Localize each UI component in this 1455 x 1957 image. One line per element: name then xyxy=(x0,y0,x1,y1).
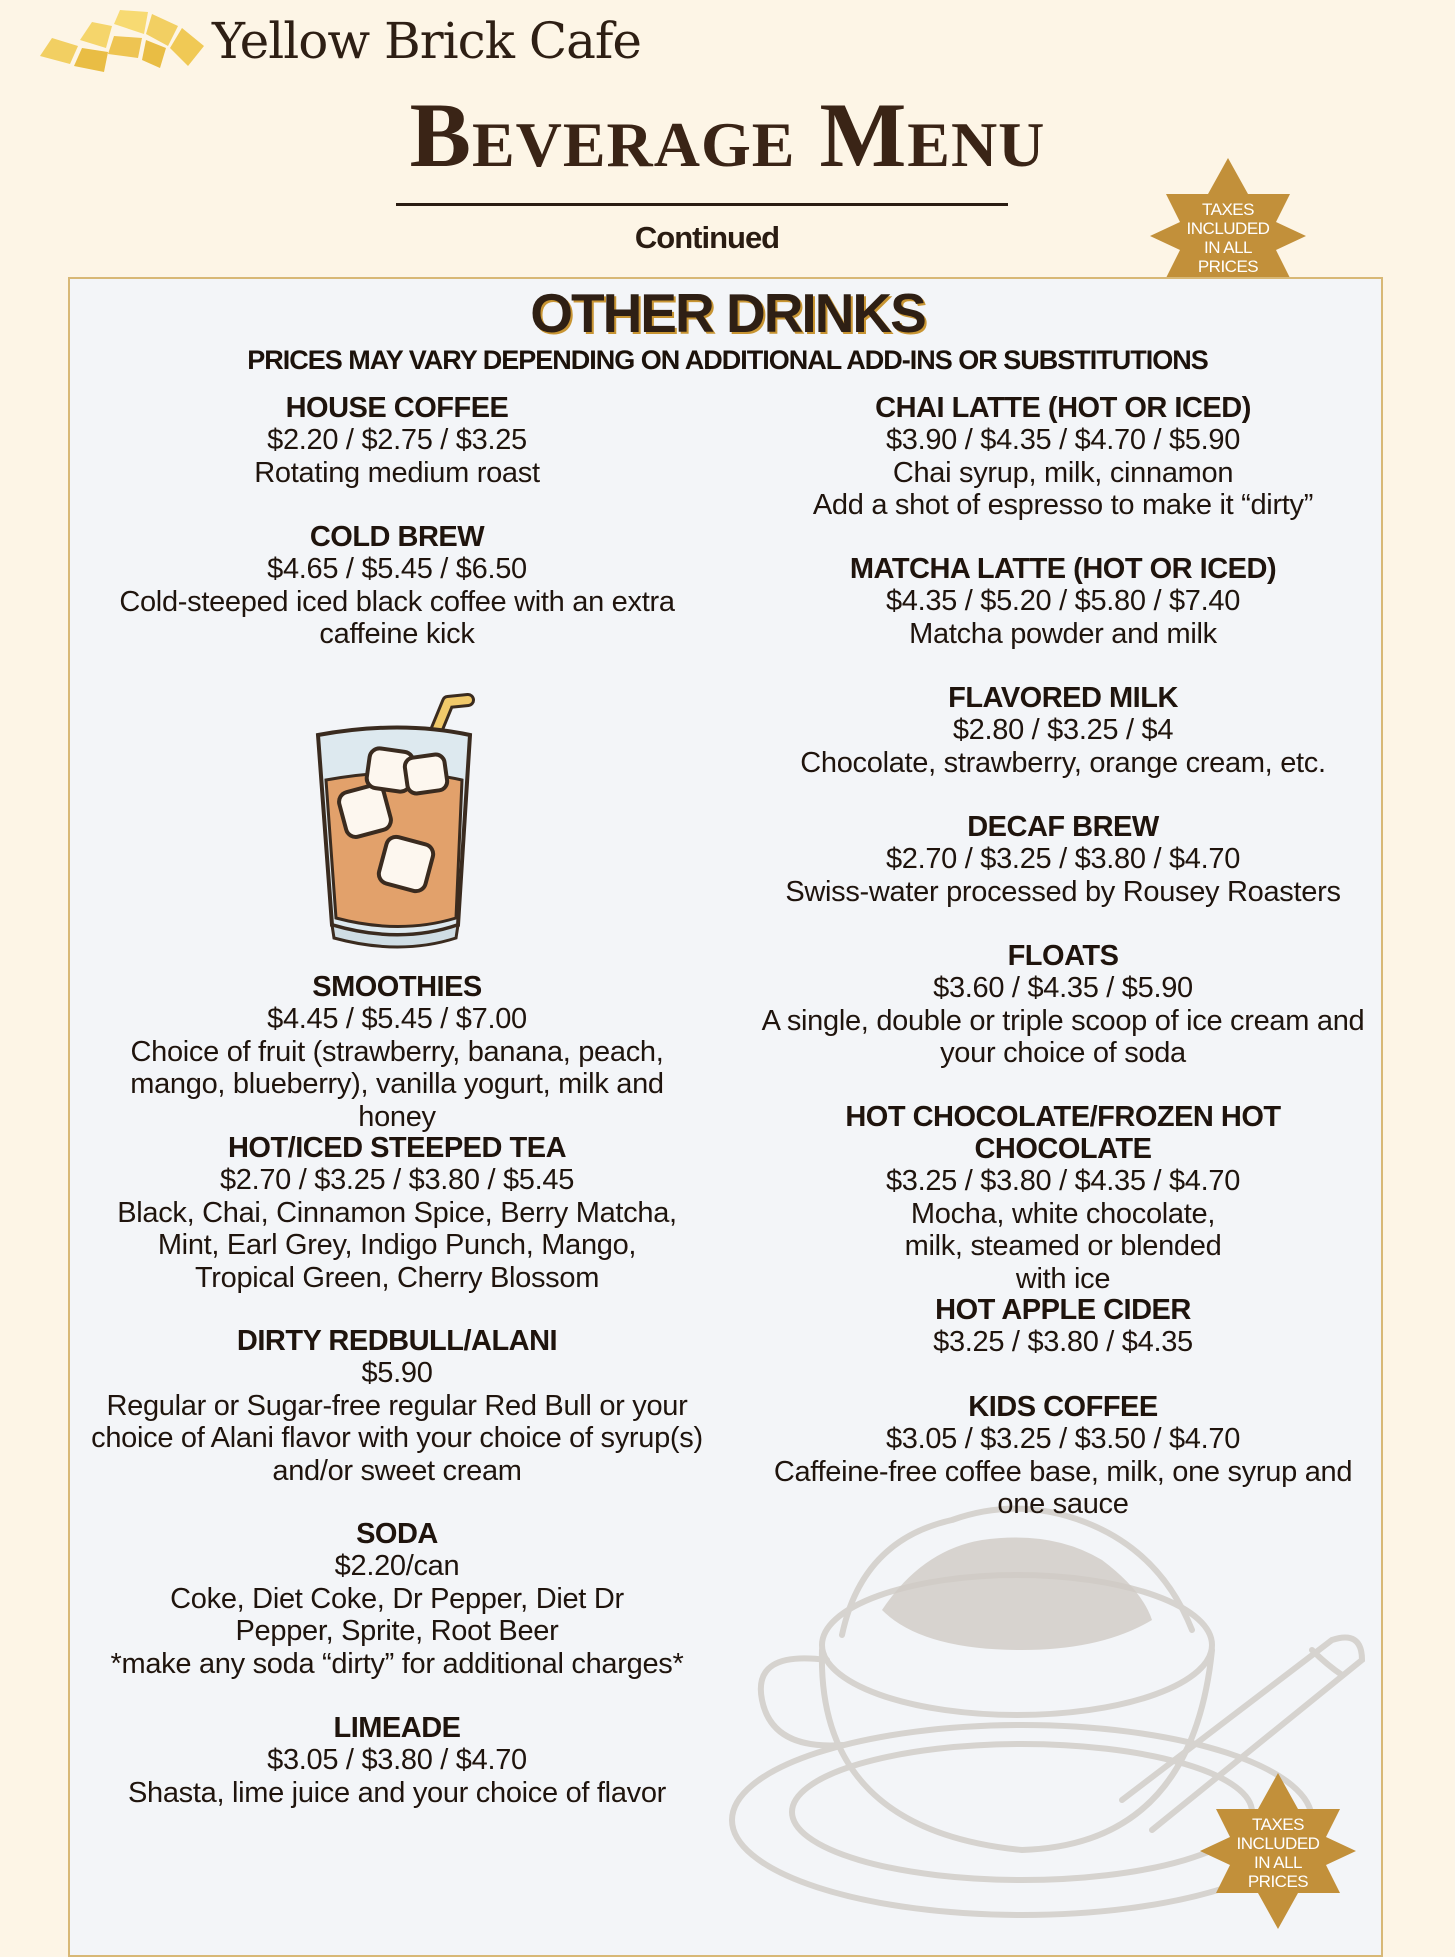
item-name: SMOOTHIES xyxy=(312,971,482,1003)
menu-item xyxy=(82,1132,712,1294)
item-note: Add a shot of espresso to make it “dirty” xyxy=(812,489,1314,521)
badge-text: TAXES INCLUDED IN ALL PRICES xyxy=(1236,1815,1320,1891)
item-name: FLAVORED MILK xyxy=(948,682,1178,714)
item-description: Matcha powder and milk xyxy=(909,617,1217,650)
item-name: LIMEADE xyxy=(333,1712,461,1744)
item-name: CHAI LATTE (HOT OR ICED) xyxy=(875,392,1251,424)
item-description: Black, Chai, Cinnamon Spice, Berry Matcha, Mint, Earl Grey, Indigo Punch, Mango, Tropical Green, Cherry Blossom xyxy=(117,1196,677,1294)
item-description: Coke, Diet Coke, Dr Pepper, Diet Dr Pepper, Sprite, Root Beer xyxy=(170,1582,624,1647)
badge-text: TAXES INCLUDED IN ALL PRICES xyxy=(1186,200,1270,276)
menu-item xyxy=(748,1101,1378,1295)
item-description: Swiss-water processed by Rousey Roasters xyxy=(785,875,1341,908)
item-description: Chai syrup, milk, cinnamon xyxy=(892,456,1234,489)
menu-item xyxy=(748,682,1378,779)
item-price: $2.20 / $2.75 / $3.25 xyxy=(267,424,527,456)
item-description: Chocolate, strawberry, orange cream, etc. xyxy=(800,746,1326,779)
menu-item xyxy=(748,940,1378,1070)
item-description: Mocha, white chocolate, milk, steamed or blended with ice xyxy=(904,1197,1222,1295)
menu-item xyxy=(748,553,1378,650)
item-description: A single, double or triple scoop of ice cream and your choice of soda xyxy=(761,1004,1365,1069)
taxes-included-badge xyxy=(1198,1771,1358,1931)
item-price: $4.65 / $5.45 / $6.50 xyxy=(267,553,527,585)
yellow-brick-logo-icon xyxy=(38,8,208,78)
item-name: FLOATS xyxy=(1007,940,1119,972)
menu-item xyxy=(748,1391,1378,1521)
item-price: $3.05 / $3.25 / $3.50 / $4.70 xyxy=(885,1423,1241,1455)
item-price: $3.60 / $4.35 / $5.90 xyxy=(933,972,1193,1004)
item-price: $3.90 / $4.35 / $4.70 / $5.90 xyxy=(885,424,1241,456)
item-description: Caffeine-free coffee base, milk, one syrup and one sauce xyxy=(773,1455,1353,1520)
menu-item xyxy=(82,521,712,651)
item-name: HOT/ICED STEEPED TEA xyxy=(227,1132,567,1164)
item-price: $2.70 / $3.25 / $3.80 / $5.45 xyxy=(219,1164,575,1196)
item-description: Shasta, lime juice and your choice of flavor xyxy=(127,1776,667,1809)
section-title: OTHER DRINKS xyxy=(530,282,925,344)
menu-item xyxy=(82,1712,712,1809)
item-name: MATCHA LATTE (HOT OR ICED) xyxy=(849,553,1277,585)
item-name: DECAF BREW xyxy=(967,811,1159,843)
item-description: Cold-steeped iced black coffee with an extra caffeine kick xyxy=(119,585,675,650)
item-description: Choice of fruit (strawberry, banana, peach, mango, blueberry), vanilla yogurt, milk and honey xyxy=(130,1035,664,1133)
menu-item xyxy=(82,1518,712,1680)
item-price: $4.45 / $5.45 / $7.00 xyxy=(267,1003,527,1035)
item-name: KIDS COFFEE xyxy=(968,1391,1158,1423)
item-price: $5.90 xyxy=(361,1357,433,1389)
item-name: HOUSE COFFEE xyxy=(285,392,509,424)
item-price: $2.70 / $3.25 / $3.80 / $4.70 xyxy=(885,843,1241,875)
iced-drink-illustration-icon xyxy=(310,680,490,950)
pricing-note: PRICES MAY VARY DEPENDING ON ADDITIONAL ADD-INS OR SUBSTITUTIONS xyxy=(247,345,1208,375)
page-title: Beverage Menu xyxy=(409,84,1046,186)
item-price: $3.25 / $3.80 / $4.35 xyxy=(933,1326,1193,1358)
item-name: HOT APPLE CIDER xyxy=(935,1294,1191,1326)
brand-name: Yellow Brick Cafe xyxy=(212,12,642,70)
item-description: Rotating medium roast xyxy=(254,456,540,489)
item-price: $3.25 / $3.80 / $4.35 / $4.70 xyxy=(885,1165,1241,1197)
page-subtitle: Continued xyxy=(634,220,780,255)
menu-item xyxy=(748,811,1378,908)
title-divider xyxy=(396,203,1008,206)
menu-item xyxy=(82,1325,712,1487)
menu-item xyxy=(748,392,1378,522)
item-description: Regular or Sugar-free regular Red Bull or your choice of Alani flavor with your choice of syrup(s) and/or sweet cream xyxy=(91,1389,703,1487)
item-price: $3.05 / $3.80 / $4.70 xyxy=(267,1744,527,1776)
item-price: $2.20/can xyxy=(334,1550,460,1582)
item-name: HOT CHOCOLATE/FROZEN HOT CHOCOLATE xyxy=(845,1101,1281,1165)
item-name: SODA xyxy=(356,1518,438,1550)
item-price: $2.80 / $3.25 / $4 xyxy=(952,714,1174,746)
menu-item xyxy=(748,1294,1378,1359)
item-price: $4.35 / $5.20 / $5.80 / $7.40 xyxy=(885,585,1241,617)
item-name: COLD BREW xyxy=(309,521,485,553)
menu-item xyxy=(82,971,712,1133)
item-note: *make any soda “dirty” for additional charges* xyxy=(110,1647,684,1680)
menu-item xyxy=(82,392,712,489)
item-name: DIRTY REDBULL/ALANI xyxy=(236,1325,558,1357)
